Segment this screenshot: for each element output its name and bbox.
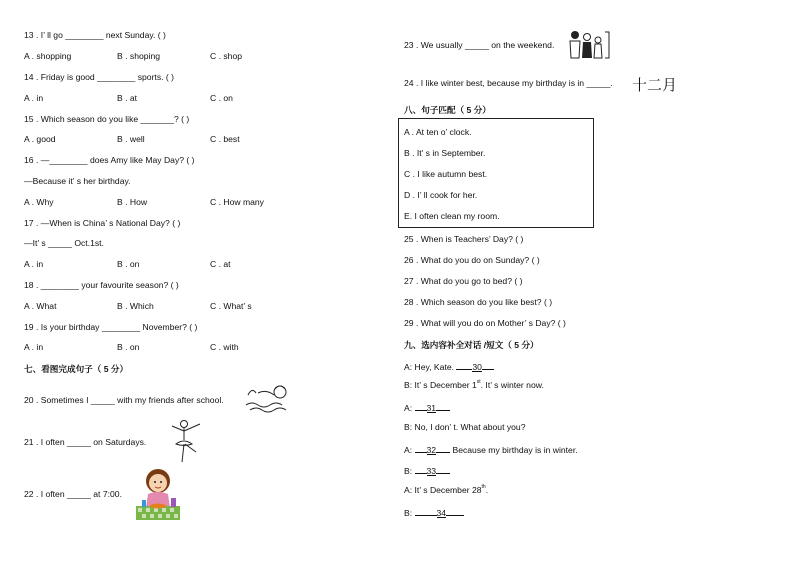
dialog-line-6-text: B: [404, 466, 415, 476]
blank-31-number[interactable]: 31 [426, 403, 437, 413]
q21-text: 21 . I often _____ on Saturdays. [24, 437, 147, 447]
q13-option-c[interactable]: C . shop [210, 51, 243, 61]
q17-option-c[interactable]: C . at [210, 259, 231, 269]
blank-34-number[interactable]: 34 [436, 508, 447, 518]
girl-eating-icon [134, 464, 182, 522]
q24-text: 24 . I like winter best, because my birthday is in _____. [404, 78, 613, 88]
blank-33-number[interactable]: 33 [426, 466, 437, 476]
blank-31-left [415, 401, 427, 411]
blank-33-left [415, 464, 427, 474]
q24-hint-december: 十二月 [632, 76, 678, 94]
option-d: D . I’ ll cook for her. [404, 190, 478, 200]
q22-text: 22 . I often _____ at 7:00. [24, 489, 122, 499]
dialog-line-7-text: A: It’ s December 28 [404, 485, 482, 495]
dialog-line-6 [404, 464, 450, 477]
dialog-line-1-text: A: Hey, Kate. [404, 362, 457, 372]
q18-stem: 18 . ________ your favourite season? ( ) [24, 280, 179, 290]
q17-option-b[interactable]: B . on [117, 259, 140, 269]
blank-32-left [415, 443, 427, 453]
dialog-line-7-tail: . [485, 485, 489, 495]
q15-option-a[interactable]: A . good [24, 134, 56, 144]
q14-stem: 14 . Friday is good ________ sports. ( ) [24, 72, 174, 82]
dialog-line-2-tail: . It’ s winter now. [480, 380, 544, 390]
q13-stem: 13 . I’ ll go ________ next Sunday. ( ) [24, 30, 166, 40]
q16-option-b[interactable]: B . How [117, 197, 148, 207]
dialog-line-2-sup: st [476, 379, 481, 385]
q23-text: 23 . We usually _____ on the weekend. [404, 40, 555, 50]
blank-30-right [482, 360, 494, 370]
dialog-line-2-text: B: It’ s December 1 [404, 380, 477, 390]
q17-option-a[interactable]: A . in [24, 259, 44, 269]
dialog-line-5-tail: Because my birthday is in winter. [450, 445, 578, 455]
q13-option-b[interactable]: B . shoping [117, 51, 160, 61]
q25-text: 25 . When is Teachers’ Day? ( ) [404, 234, 524, 244]
dialog-line-7-sup: th [481, 484, 486, 490]
q28-text: 28 . Which season do you like best? ( ) [404, 297, 553, 307]
q20-text: 20 . Sometimes I _____ with my friends after school. [24, 395, 224, 405]
dancing-girl-icon [166, 418, 206, 464]
q16-option-a[interactable]: A . Why [24, 197, 54, 207]
option-a: A . At ten o’ clock. [404, 127, 472, 137]
section-7-heading: 七、看图完成句子（ 5 分） [24, 364, 129, 374]
q18-option-c[interactable]: C . What’ s [210, 301, 252, 311]
family-icon [567, 28, 611, 62]
q27-text: 27 . What do you go to bed? ( ) [404, 276, 523, 286]
option-b: B . It’ s in September. [404, 148, 486, 158]
q14-option-c[interactable]: C . on [210, 93, 233, 103]
blank-32-number[interactable]: 32 [426, 445, 437, 455]
blank-30-left [456, 360, 472, 370]
q15-option-c[interactable]: C . best [210, 134, 240, 144]
option-e: E. I often clean my room. [404, 211, 500, 221]
blank-30-number[interactable]: 30 [472, 362, 482, 372]
q15-option-b[interactable]: B . well [117, 134, 145, 144]
q26-text: 26 . What do you do on Sunday? ( ) [404, 255, 540, 265]
dialog-line-3 [404, 401, 450, 414]
dialog-line-2 [404, 380, 544, 391]
option-c: C . I like autumn best. [404, 169, 488, 179]
q18-option-b[interactable]: B . Which [117, 301, 154, 311]
q17-stem: 17 . —When is China’ s National Day? ( ) [24, 218, 181, 228]
q17-line2: —It’ s _____ Oct.1st. [24, 238, 104, 248]
section-8-heading: 八、句子匹配（ 5 分） [404, 105, 491, 115]
q19-option-b[interactable]: B . on [117, 342, 140, 352]
section-9-heading: 九、选内容补全对话 /短文（ 5 分） [404, 340, 539, 350]
dialog-line-8-text: B: [404, 508, 415, 518]
q16-option-c[interactable]: C . How many [210, 197, 264, 207]
q16-stem: 16 . —________ does Amy like May Day? ( ) [24, 155, 195, 165]
q19-option-a[interactable]: A . in [24, 342, 44, 352]
q29-text: 29 . What will you do on Mother’ s Day? ( ) [404, 318, 566, 328]
q19-stem: 19 . Is your birthday ________ November? ( ) [24, 322, 198, 332]
blank-33-right [436, 464, 450, 474]
q19-option-c[interactable]: C . with [210, 342, 239, 352]
q18-option-a[interactable]: A . What [24, 301, 57, 311]
q13-option-a[interactable]: A . shopping [24, 51, 72, 61]
q16-line2: —Because it’ s her birthday. [24, 176, 131, 186]
blank-32-right [436, 443, 450, 453]
blank-34-right [446, 506, 464, 516]
blank-34-left [415, 506, 437, 516]
blank-31-right [436, 401, 450, 411]
dialog-line-4: B: No, I don’ t. What about you? [404, 422, 526, 432]
dialog-line-5 [404, 443, 578, 456]
swimming-boy-icon [244, 383, 290, 415]
dialog-line-5-text: A: [404, 445, 415, 455]
q14-option-b[interactable]: B . at [117, 93, 138, 103]
dialog-line-3-text: A: [404, 403, 415, 413]
q14-option-a[interactable]: A . in [24, 93, 44, 103]
q15-stem: 15 . Which season do you like _______? ( ) [24, 114, 190, 124]
dialog-line-1 [404, 360, 494, 373]
dialog-line-7 [404, 485, 488, 496]
dialog-line-8 [404, 506, 464, 519]
